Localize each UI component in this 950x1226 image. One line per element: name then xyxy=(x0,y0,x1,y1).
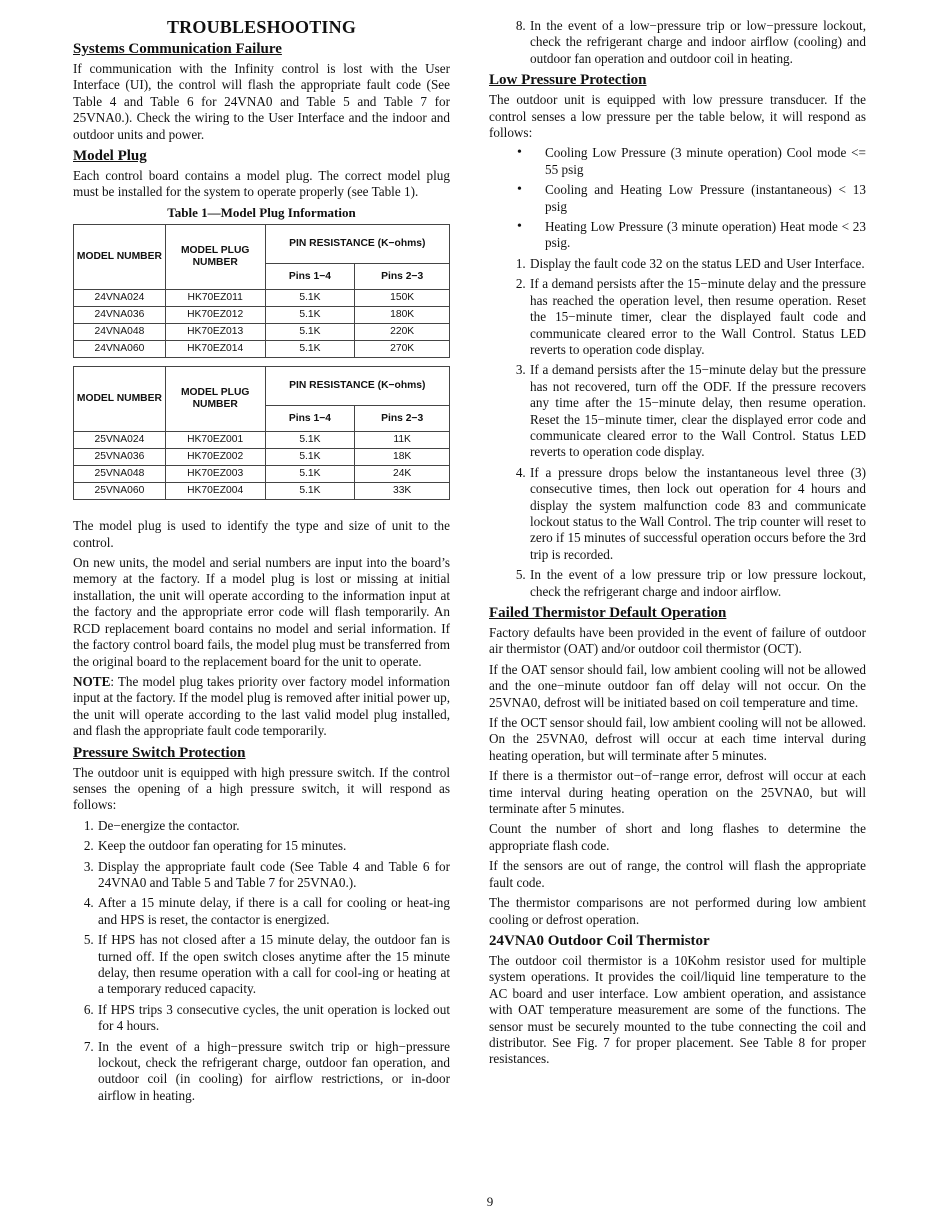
cell-model: 24VNA048 xyxy=(74,324,166,341)
bullet-icon: • xyxy=(517,219,522,235)
cell-plug: HK70EZ002 xyxy=(165,449,265,466)
note-paragraph xyxy=(73,674,450,740)
cell-pins-1-4: 5.1K xyxy=(265,324,355,341)
cell-pins-2-3: 270K xyxy=(355,341,450,358)
list-item: 8. In the event of a low−pressure trip or low−pressure lockout, check the refrigerant charge and indoor airflow (cooling) and outdoor fan operation and outdoor coil in heating. xyxy=(529,18,866,67)
cell-plug: HK70EZ004 xyxy=(165,483,265,500)
list-item: 7. In the event of a high−pressure switch trip or high−pressure lockout, check the refrigerant charge, outdoor fan operation, and outdoor coil (in cooling) for airflow restrictions, or in-door airflow in heating. xyxy=(97,1039,450,1105)
cell-model: 25VNA048 xyxy=(74,466,166,483)
page-number: 9 xyxy=(486,1194,494,1209)
th-plug-number: MODEL PLUG NUMBER xyxy=(165,367,265,432)
cell-pins-2-3: 24K xyxy=(355,466,450,483)
bullet-text: Cooling Low Pressure (3 minute operation) Cool mode <= 55 psig xyxy=(545,145,866,177)
lpp-paragraph: The outdoor unit is equipped with low pressure transducer. If the control senses a low pressure per the table below, it will respond as follows: xyxy=(489,92,866,141)
note-text: : The model plug takes priority over factory model information input at the factory. If the model plug is removed after initial power up, the unit will operate according to the last valid model plug installed, and flash the appropriate fault code temporarily. xyxy=(73,673,450,739)
bullet-icon: • xyxy=(517,145,522,161)
table-row xyxy=(74,307,450,324)
table-row xyxy=(74,324,450,341)
cell-pins-2-3: 33K xyxy=(355,483,450,500)
model-plug-purpose-paragraph: The model plug is used to identify the type and size of unit to the control. xyxy=(73,518,450,550)
cell-pins-2-3: 180K xyxy=(355,307,450,324)
ftd-paragraph: If the OCT sensor should fail, low ambient cooling will not be allowed. On the 25VNA0, defrost will occur at each time interval during heating operation, but will terminate after 5 minutes. xyxy=(489,715,867,763)
model-plug-table-24vna xyxy=(73,224,450,358)
cell-pins-1-4: 5.1K xyxy=(265,466,355,483)
bullet-icon: • xyxy=(517,182,522,198)
ftd-paragraph: If the OAT sensor should fail, low ambient cooling will not be allowed and the one−minute outdoor fan off delay will not occur. On the 25VNA0, defrost will be initiated based on coil temperature and time. xyxy=(489,661,866,710)
th-model-number: MODEL NUMBER xyxy=(74,367,166,432)
list-item: 2. Keep the outdoor fan operating for 15 minutes. xyxy=(97,838,450,854)
cell-pins-1-4: 5.1K xyxy=(265,341,355,358)
bullet-item xyxy=(517,182,866,215)
list-item: 1. De−energize the contactor. xyxy=(97,818,450,834)
table-row xyxy=(74,341,450,358)
heading-systems-communication-failure: Systems Communication Failure xyxy=(73,41,282,57)
oct-paragraph: The outdoor coil thermistor is a 10Kohm resistor used for multiple system operations. It provides the coil/liquid line temperature to the AC board and user interface. Low ambient operation, and assistance with OAT temperature measurement are some of the functions. The sensor must be securely mounted to the tube connecting the coil and distributor. See Fig. 7 for proper placement. See Table 8 for proper resistances. xyxy=(489,952,866,1067)
cell-plug: HK70EZ011 xyxy=(165,290,265,307)
cell-model: 25VNA024 xyxy=(74,432,166,449)
bullet-text: Heating Low Pressure (3 minute operation) Heat mode < 23 psig. xyxy=(545,219,866,251)
list-item: 3. Display the appropriate fault code (See Table 4 and Table 6 for 24VNA0 and Table 5 and Table 7 for 25VNA0.). xyxy=(97,859,450,892)
page-title: TROUBLESHOOTING xyxy=(166,17,357,37)
cell-model: 24VNA060 xyxy=(74,341,166,358)
heading-outdoor-coil-thermistor: 24VNA0 Outdoor Coil Thermistor xyxy=(489,932,710,949)
psp-steps-continued xyxy=(489,18,866,67)
lpp-bullets xyxy=(489,145,866,251)
cell-pins-1-4: 5.1K xyxy=(265,307,355,324)
bullet-text: Cooling and Heating Low Pressure (instantaneous) < 13 psig xyxy=(545,182,866,214)
cell-model: 25VNA060 xyxy=(74,483,166,500)
list-item: 5. In the event of a low pressure trip or low pressure lockout, check the refrigerant charge and indoor airflow. xyxy=(529,567,866,600)
bullet-item xyxy=(517,145,866,178)
cell-plug: HK70EZ003 xyxy=(165,466,265,483)
th-pins-1-4: Pins 1−4 xyxy=(265,406,355,432)
list-item: 3. If a demand persists after the 15−minute delay but the pressure has not recovered, turn off the ODF. If the pressure recovers any time after the 15−minute delay, then resume operation. Reset the 15−minute timer, clear the displayed error code and communicate cleared error to the Wall Control. Status LED reverts to operation code display. xyxy=(529,362,866,460)
cell-pins-2-3: 11K xyxy=(355,432,450,449)
th-pin-resistance: PIN RESISTANCE (K−ohms) xyxy=(265,367,449,406)
list-item: 2. If a demand persists after the 15−minute delay and the pressure has reached the operation level, then resume operation. Reset the 15−minute timer, clear the displayed fault code and communicate cleared error to the Wall Control. Status LED reverts to operation code display. xyxy=(529,276,866,358)
list-item: 1. Display the fault code 32 on the status LED and User Interface. xyxy=(529,256,866,272)
cell-model: 25VNA036 xyxy=(74,449,166,466)
cell-model: 24VNA036 xyxy=(74,307,166,324)
table1-body xyxy=(74,290,450,358)
table-row xyxy=(74,432,450,449)
lpp-steps-list xyxy=(489,256,866,600)
cell-pins-2-3: 18K xyxy=(355,449,450,466)
bullet-item xyxy=(517,219,866,252)
cell-plug: HK70EZ013 xyxy=(165,324,265,341)
th-pin-resistance: PIN RESISTANCE (K−ohms) xyxy=(265,225,449,264)
cell-pins-2-3: 150K xyxy=(355,290,450,307)
list-item: 4. If a pressure drops below the instantaneous level three (3) consecutive times, then lock out operation for 4 hours and display the system malfunction code 83 and communicate lockout status to the Wall Control. The trip counter will reset to zero if 15 minutes of successful operation occurs before the 3rd trip is recorded. xyxy=(529,465,866,563)
list-item: 4. After a 15 minute delay, if there is a call for cooling or heat-ing and HPS is reset, the contactor is energized. xyxy=(97,895,450,928)
table-caption: Table 1—Model Plug Information xyxy=(167,204,356,220)
table2-body xyxy=(74,432,450,500)
cell-pins-2-3: 220K xyxy=(355,324,450,341)
note-label: NOTE xyxy=(73,673,111,689)
th-pins-2-3: Pins 2−3 xyxy=(355,264,450,290)
cell-pins-1-4: 5.1K xyxy=(265,290,355,307)
th-pins-1-4: Pins 1−4 xyxy=(265,264,355,290)
table-row xyxy=(74,483,450,500)
th-model-number: MODEL NUMBER xyxy=(74,225,166,290)
table-row xyxy=(74,290,450,307)
right-column xyxy=(489,18,866,1072)
th-pins-2-3: Pins 2−3 xyxy=(355,406,450,432)
cell-pins-1-4: 5.1K xyxy=(265,483,355,500)
heading-model-plug: Model Plug xyxy=(73,148,147,165)
heading-low-pressure-protection: Low Pressure Protection xyxy=(489,72,647,89)
psp-paragraph: The outdoor unit is equipped with high pressure switch. If the control senses the opening of a high pressure switch, it will respond as follows: xyxy=(73,764,450,813)
ftd-paragraph: Count the number of short and long flashes to determine the appropriate flash code. xyxy=(489,821,866,853)
model-plug-paragraph: Each control board contains a model plug. The correct model plug must be installed for the system to operate properly (see Table 1). xyxy=(73,168,450,200)
table-row xyxy=(74,466,450,483)
cell-pins-1-4: 5.1K xyxy=(265,432,355,449)
scf-paragraph: If communication with the Infinity control is lost with the User Interface (UI), the control will flash the appropriate fault code (See Table 4 and Table 6 for 24VNA0 and Table 5 and Table 7 for 25VNA0.). Check the wiring to the User Interface and the indoor and outdoor units and power. xyxy=(73,61,450,142)
cell-plug: HK70EZ012 xyxy=(165,307,265,324)
ftd-paragraph: If the sensors are out of range, the control will flash the appropriate fault code. xyxy=(489,858,866,890)
model-plug-table-25vna xyxy=(73,366,450,500)
ftd-paragraph: If there is a thermistor out−of−range error, defrost will occur at each time interval during heating operation on the 25VNA0, but will terminate after 5 minutes. xyxy=(489,768,866,817)
cell-plug: HK70EZ001 xyxy=(165,432,265,449)
heading-pressure-switch-protection: Pressure Switch Protection xyxy=(73,744,246,761)
table-row xyxy=(74,449,450,466)
th-plug-number: MODEL PLUG NUMBER xyxy=(165,225,265,290)
heading-failed-thermistor-default-operation: Failed Thermistor Default Operation xyxy=(489,605,727,621)
list-item: 5. If HPS has not closed after a 15 minute delay, the outdoor fan is turned off. If the open switch closes anytime after the 15 minute delay, then resume operation with a call for cool-ing or heating at a temporary reduced capacity. xyxy=(97,932,450,998)
cell-plug: HK70EZ014 xyxy=(165,341,265,358)
list-item: 6. If HPS trips 3 consecutive cycles, the unit operation is locked out for 4 hours. xyxy=(97,1002,450,1035)
cell-model: 24VNA024 xyxy=(74,290,166,307)
left-column xyxy=(73,16,450,1108)
psp-steps-list xyxy=(73,818,450,1105)
model-plug-new-units-paragraph: On new units, the model and serial numbers are input into the board’s memory at the factory. If a model plug is lost or missing at initial installation, the unit will operate according to the information input at the factory and the appropriate error code will flash temporarily. An RCD replacement board contains no model and serial information. If the factory control board fails, the model plug must be transferred from the original board to the replacement board for the unit to operate. xyxy=(73,555,450,669)
ftd-paragraph: Factory defaults have been provided in the event of failure of outdoor air thermistor (OAT) and/or outdoor coil thermistor (OCT). xyxy=(489,625,866,657)
cell-pins-1-4: 5.1K xyxy=(265,449,355,466)
ftd-paragraph: The thermistor comparisons are not performed during low ambient cooling or defrost operation. xyxy=(489,895,866,927)
